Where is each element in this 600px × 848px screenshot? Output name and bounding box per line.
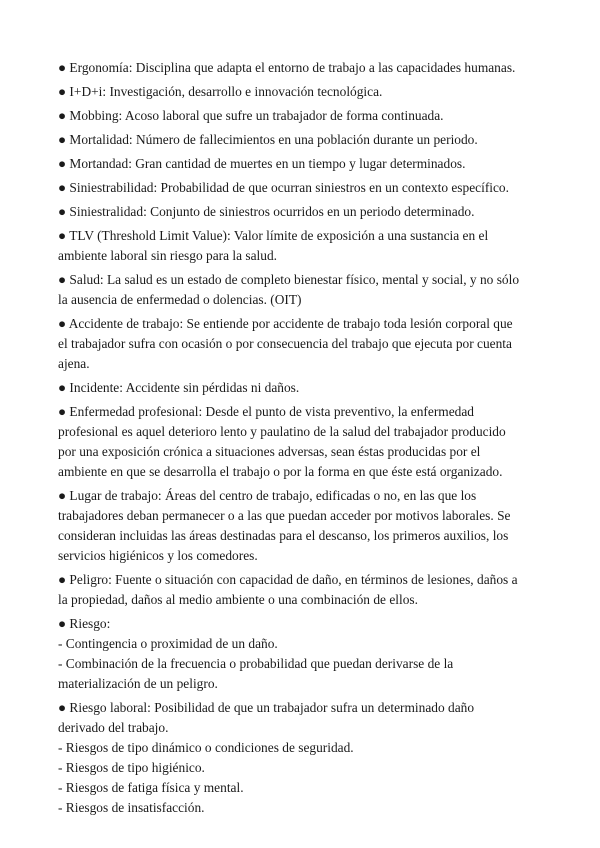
glossary-entry-incidente — [58, 378, 548, 398]
entry-line: - Riesgos de tipo higiénico. — [58, 760, 205, 775]
entry-line: - Riesgos de fatiga física y mental. — [58, 780, 244, 795]
glossary-list — [58, 58, 548, 818]
entry-line: la propiedad, daños al medio ambiente o una combinación de ellos. — [58, 592, 418, 607]
entry-line: por una exposición crónica a situaciones adversas, sean éstas producidas por el — [58, 444, 481, 459]
entry-line: ambiente en que se desarrolla el trabajo o por la forma en que éste está organizado. — [58, 464, 503, 479]
entry-line: ● Incidente: Accidente sin pérdidas ni daños. — [58, 380, 300, 395]
glossary-entry-lugar-de-trabajo — [58, 486, 548, 566]
glossary-entry-enfermedad-profesional — [58, 402, 548, 482]
glossary-entry-siniestrabilidad — [58, 178, 548, 198]
entry-line: ● Accidente de trabajo: Se entiende por accidente de trabajo toda lesión corporal que — [58, 316, 513, 331]
entry-line: - Contingencia o proximidad de un daño. — [58, 636, 278, 651]
entry-line: ● Siniestralidad: Conjunto de siniestros ocurridos en un periodo determinado. — [58, 204, 475, 219]
entry-line: ajena. — [58, 356, 90, 371]
glossary-entry-siniestralidad — [58, 202, 548, 222]
entry-line: ● Mortalidad: Número de fallecimientos en una población durante un periodo. — [58, 132, 478, 147]
entry-line: ● Riesgo laboral: Posibilidad de que un trabajador sufra un determinado daño — [58, 700, 475, 715]
entry-line: ● Enfermedad profesional: Desde el punto de vista preventivo, la enfermedad — [58, 404, 474, 419]
entry-line: - Combinación de la frecuencia o probabilidad que puedan derivarse de la — [58, 656, 454, 671]
entry-line: consideran incluidas las áreas destinadas para el descanso, los primeros auxilios, los — [58, 528, 509, 543]
entry-line: ● Mobbing: Acoso laboral que sufre un trabajador de forma continuada. — [58, 108, 444, 123]
entry-line: ● Riesgo: — [58, 616, 111, 631]
entry-line: ● Ergonomía: Disciplina que adapta el entorno de trabajo a las capacidades humanas. — [58, 60, 516, 75]
entry-line: ● Salud: La salud es un estado de completo bienestar físico, mental y social, y no sólo — [58, 272, 520, 287]
glossary-entry-ergonomia — [58, 58, 548, 78]
entry-line: profesional es aquel deterioro lento y paulatino de la salud del trabajador producido — [58, 424, 506, 439]
glossary-entry-tlv — [58, 226, 548, 266]
entry-line: ● Siniestrabilidad: Probabilidad de que ocurran siniestros en un contexto específico. — [58, 180, 509, 195]
entry-line: servicios higiénicos y los comedores. — [58, 548, 258, 563]
entry-line: materialización de un peligro. — [58, 676, 218, 691]
entry-line: ● TLV (Threshold Limit Value): Valor límite de exposición a una sustancia en el — [58, 228, 489, 243]
glossary-entry-mortandad — [58, 154, 548, 174]
entry-line: el trabajador sufra con ocasión o por consecuencia del trabajo que ejecuta por cuenta — [58, 336, 512, 351]
glossary-entry-salud — [58, 270, 548, 310]
entry-line: - Riesgos de insatisfacción. — [58, 800, 205, 815]
entry-line: la ausencia de enfermedad o dolencias. (OIT) — [58, 292, 302, 307]
glossary-entry-idi — [58, 82, 548, 102]
entry-line: - Riesgos de tipo dinámico o condiciones de seguridad. — [58, 740, 354, 755]
entry-line: trabajadores deban permanecer o a las que puedan acceder por motivos laborales. Se — [58, 508, 511, 523]
entry-line: derivado del trabajo. — [58, 720, 169, 735]
entry-line: ● Lugar de trabajo: Áreas del centro de trabajo, edificadas o no, en las que los — [58, 488, 477, 503]
glossary-entry-riesgo — [58, 614, 548, 694]
entry-line: ambiente laboral sin riesgo para la salud. — [58, 248, 278, 263]
glossary-entry-mobbing — [58, 106, 548, 126]
document-page — [58, 58, 548, 822]
entry-line: ● Mortandad: Gran cantidad de muertes en un tiempo y lugar determinados. — [58, 156, 466, 171]
entry-line: ● Peligro: Fuente o situación con capacidad de daño, en términos de lesiones, daños a — [58, 572, 518, 587]
entry-line: ● I+D+i: Investigación, desarrollo e innovación tecnológica. — [58, 84, 383, 99]
glossary-entry-accidente-de-trabajo — [58, 314, 548, 374]
glossary-entry-peligro — [58, 570, 548, 610]
glossary-entry-riesgo-laboral — [58, 698, 548, 818]
glossary-entry-mortalidad — [58, 130, 548, 150]
